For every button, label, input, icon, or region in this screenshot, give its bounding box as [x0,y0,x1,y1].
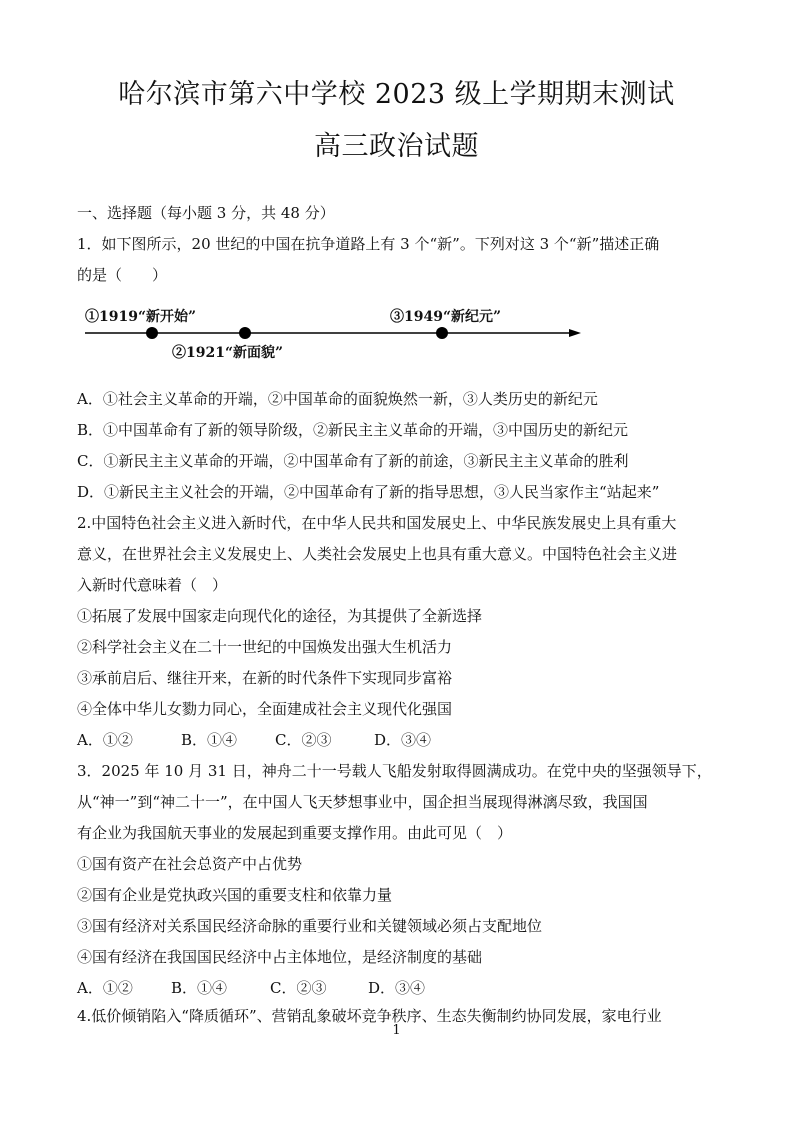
timeline-dot-1949 [436,327,448,339]
q1-stem-line1: 1．如下图所示，20 世纪的中国在抗争道路上有 3 个“新”。下列对这 3 个“新”描述正确 [77,235,660,253]
q2-statement-4: ④全体中华儿女勠力同心，全面建成社会主义现代化强国 [77,700,453,718]
q2-option-a: A．①② [77,731,133,749]
q2-statement-2: ②科学社会主义在二十一世纪的中国焕发出强大生机活力 [77,638,453,656]
q1-option-a: A．①社会主义革命的开端，②中国革命的面貌焕然一新，③人类历史的新纪元 [77,390,598,408]
q3-statement-3: ③国有经济对关系国民经济命脉的重要行业和关键领域必须占支配地位 [77,917,543,935]
q3-option-d: D．③④ [368,979,426,997]
q2-stem-line3: 入新时代意味着（ ） [77,576,228,594]
q3-statement-4: ④国有经济在我国国民经济中占主体地位，是经济制度的基础 [77,948,483,966]
timeline-figure [85,296,605,376]
timeline-label-1949: ③1949“新纪元” [390,309,502,325]
q1-stem-line2: 的是（ ） [77,266,168,284]
q3-option-a: A．①② [77,979,133,997]
timeline-label-1921: ②1921“新面貌” [172,345,284,361]
q2-option-d: D．③④ [374,731,432,749]
q3-statement-1: ①国有资产在社会总资产中占优势 [77,855,303,873]
q2-statement-1: ①拓展了发展中国家走向现代化的途径，为其提供了全新选择 [77,607,483,625]
q3-stem-line2: 从“神一”到“神二十一”，在中国人飞天梦想事业中，国企担当展现得淋漓尽致，我国国 [77,793,648,811]
exam-subtitle: 高三政治试题 [314,131,479,162]
q3-option-b: B．①④ [171,979,228,997]
q2-option-b: B．①④ [181,731,238,749]
page-number: 1 [392,1023,401,1038]
timeline-label-1919: ①1919“新开始” [85,309,197,325]
timeline-dot-1921 [239,327,251,339]
q1-option-b: B．①中国革命有了新的领导阶级，②新民主主义革命的开端，③中国历史的新纪元 [77,421,629,439]
q3-stem-line3: 有企业为我国航天事业的发展起到重要支撑作用。由此可见（ ） [77,824,513,842]
q2-stem-line2: 意义，在世界社会主义发展史上、人类社会发展史上也具有重大意义。中国特色社会主义进 [77,545,678,563]
q3-statement-2: ②国有企业是党执政兴国的重要支柱和依靠力量 [77,886,393,904]
q2-stem-line1: 2.中国特色社会主义进入新时代，在中华人民共和国发展史上、中华民族发展史上具有重大 [77,514,677,532]
exam-title: 哈尔滨市第六中学校 2023 级上学期期末测试 [118,79,675,110]
q1-option-d: D．①新民主主义社会的开端，②中国革命有了新的指导思想，③人民当家作主“站起来” [77,483,660,501]
q3-option-c: C．②③ [270,979,327,997]
q1-option-c: C．①新民主主义革命的开端，②中国革命有了新的前途，③新民主主义革命的胜利 [77,452,629,470]
q2-statement-3: ③承前启后、继往开来，在新的时代条件下实现同步富裕 [77,669,453,687]
section-heading: 一、选择题（每小题 3 分，共 48 分） [77,204,335,222]
q3-stem-line1: 3．2025 年 10 月 31 日，神舟二十一号载人飞船发射取得圆满成功。在党中央的坚强领导下， [77,762,712,780]
q4-stem-line1: 4.低价倾销陷入“降质循环”、营销乱象破坏竞争秩序、生态失衡制约协同发展，家电行业 [77,1007,662,1025]
timeline-dot-1919 [146,327,158,339]
q2-option-c: C．②③ [275,731,332,749]
